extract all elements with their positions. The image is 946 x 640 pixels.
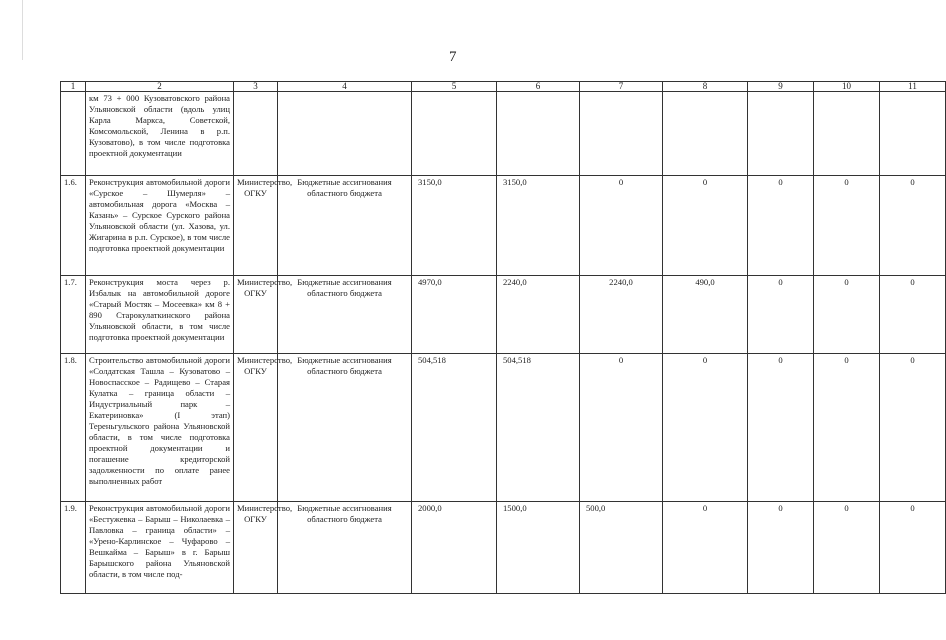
- row-col7: 0: [580, 354, 663, 502]
- row-executor: Министерство, ОГКУ: [234, 176, 278, 276]
- col-header-2: 2: [86, 82, 234, 92]
- row-col7: 0: [580, 176, 663, 276]
- row-index: 1.6.: [61, 176, 86, 276]
- col-header-7: 7: [580, 82, 663, 92]
- row-col5: 4970,0: [412, 276, 497, 354]
- table-row: [61, 92, 946, 176]
- row-col8: 490,0: [663, 276, 748, 354]
- row-description: Реконструкция автомобильной дороги «Сурское – Шумерля» – автомобильная дорога «Москва – Казань» – Сурское Сурского района Ульяновской области (ул. Хазова, ул. Жигарина в р.п. Сурское), в том числе подготовка проектной документации: [86, 176, 234, 276]
- col-header-5: 5: [412, 82, 497, 92]
- row-executor: [234, 92, 278, 176]
- row-executor: Министерство, ОГКУ: [234, 502, 278, 594]
- row-funding-source: Бюджетные ассигнования областного бюджета: [278, 176, 412, 276]
- row-col11: 0: [880, 176, 946, 276]
- page-number: 7: [449, 49, 457, 65]
- row-col5: 2000,0: [412, 502, 497, 594]
- row-col6: 504,518: [497, 354, 580, 502]
- row-col11: 0: [880, 502, 946, 594]
- row-col7: 2240,0: [580, 276, 663, 354]
- table-row: [61, 354, 946, 502]
- row-funding-source: Бюджетные ассигнования областного бюджета: [278, 354, 412, 502]
- row-col10: 0: [814, 176, 880, 276]
- row-col9: 0: [748, 354, 814, 502]
- bottom-scan-edge: [0, 630, 905, 640]
- row-col5: 504,518: [412, 354, 497, 502]
- col-header-11: 11: [880, 82, 946, 92]
- row-index: 1.8.: [61, 354, 86, 502]
- row-col6: [497, 92, 580, 176]
- left-scan-mark: [22, 0, 23, 60]
- row-description: км 73 + 000 Кузоватовского района Ульяновской области (вдоль улиц Карла Маркса, Советской, Комсомольской, Ленина в р.п. Кузоватово), в том числе подготовка проектной документации: [86, 92, 234, 176]
- row-index: 1.9.: [61, 502, 86, 594]
- col-header-8: 8: [663, 82, 748, 92]
- row-col9: 0: [748, 502, 814, 594]
- row-col9: 0: [748, 176, 814, 276]
- row-col11: [880, 92, 946, 176]
- row-col10: 0: [814, 354, 880, 502]
- col-header-1: 1: [61, 82, 86, 92]
- row-col11: 0: [880, 276, 946, 354]
- row-executor: Министерство, ОГКУ: [234, 276, 278, 354]
- row-col8: [663, 92, 748, 176]
- row-description: Строительство автомобильной дороги «Солдатская Ташла – Кузоватово – Новоспасское – Радищево – Старая Кулатка – граница области – Индустриальный парк – Екатериновка» (I этап) Тереньгульского района Ульяновской области, в том числе подготовка проектной документации и погашение кредиторской задолженности по оплате ранее выполненных работ: [86, 354, 234, 502]
- table-row: [61, 276, 946, 354]
- row-funding-source: Бюджетные ассигнования областного бюджета: [278, 502, 412, 594]
- row-col7: 500,0: [580, 502, 663, 594]
- col-header-6: 6: [497, 82, 580, 92]
- row-funding-source: [278, 92, 412, 176]
- row-col10: 0: [814, 502, 880, 594]
- row-index: [61, 92, 86, 176]
- row-col10: 0: [814, 276, 880, 354]
- row-col8: 0: [663, 176, 748, 276]
- row-col8: 0: [663, 502, 748, 594]
- row-index: 1.7.: [61, 276, 86, 354]
- col-header-3: 3: [234, 82, 278, 92]
- row-col6: 3150,0: [497, 176, 580, 276]
- row-col5: [412, 92, 497, 176]
- row-funding-source: Бюджетные ассигнования областного бюджета: [278, 276, 412, 354]
- table-row: [61, 502, 946, 594]
- row-description: Реконструкция моста через р. Избалык на автомобильной дороге «Старый Мостяк – Мосеевка» км 8 + 890 Старокулаткинского района Ульяновской области, в том числе подготовка проектной документации: [86, 276, 234, 354]
- row-col7: [580, 92, 663, 176]
- col-header-4: 4: [278, 82, 412, 92]
- row-col9: [748, 92, 814, 176]
- col-header-10: 10: [814, 82, 880, 92]
- row-col5: 3150,0: [412, 176, 497, 276]
- row-col8: 0: [663, 354, 748, 502]
- top-scan-edge: [0, 0, 905, 8]
- row-col6: 1500,0: [497, 502, 580, 594]
- row-executor: Министерство, ОГКУ: [234, 354, 278, 502]
- row-col9: 0: [748, 276, 814, 354]
- budget-table: [60, 81, 946, 594]
- header-row: [61, 82, 946, 92]
- row-col11: 0: [880, 354, 946, 502]
- row-col6: 2240,0: [497, 276, 580, 354]
- table-row: [61, 176, 946, 276]
- row-col10: [814, 92, 880, 176]
- row-description: Реконструкция автомобильной дороги «Бестужевка – Барыш – Николаевка – Павловка – граница области» – «Урено-Карлинское – Чуфарово – Вешкайма – Барыш» в г. Барыш Барышского района Ульяновской области, в том числе под-: [86, 502, 234, 594]
- col-header-9: 9: [748, 82, 814, 92]
